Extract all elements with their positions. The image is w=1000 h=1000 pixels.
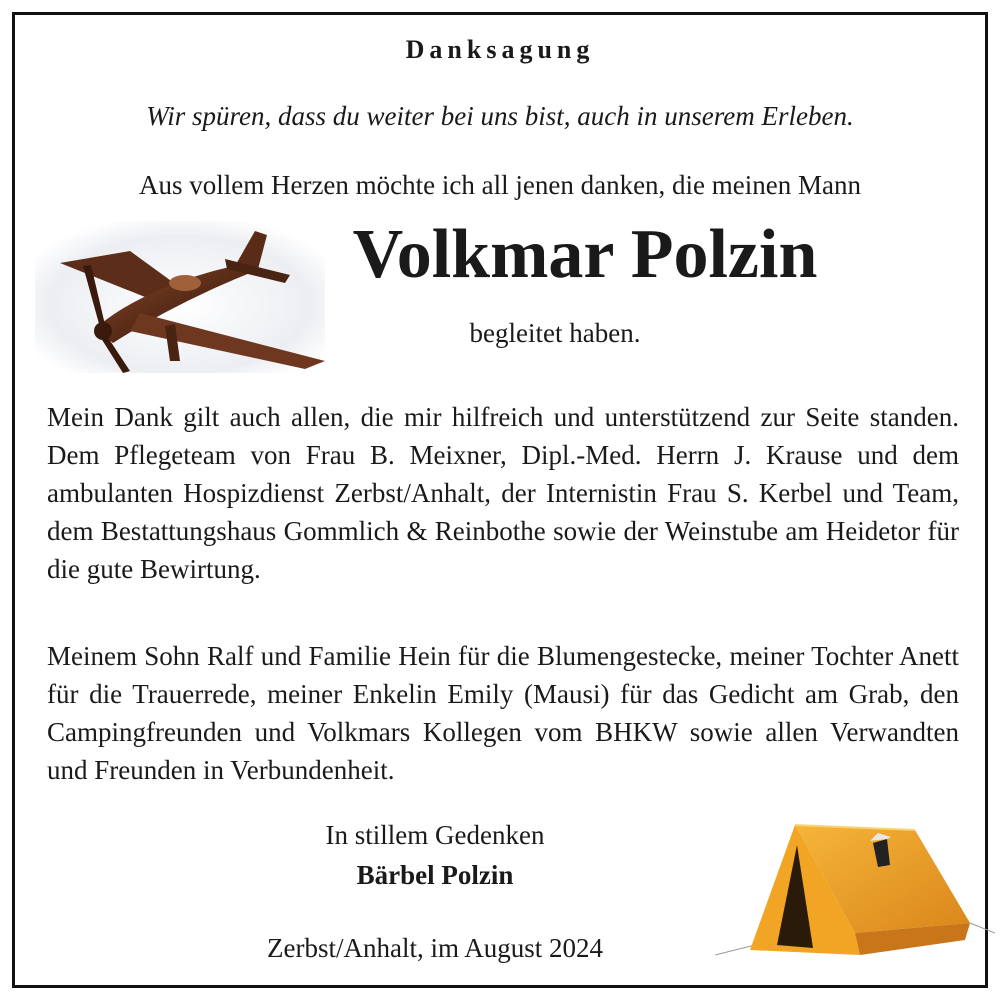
airplane-model-icon xyxy=(35,221,325,373)
notice-intro: Aus vollem Herzen möchte ich all jenen danken, die meinen Mann xyxy=(138,170,861,200)
notice-motto: Wir spüren, dass du weiter bei uns bist, auch in unserem Erleben. xyxy=(146,101,854,131)
tent-icon xyxy=(715,805,995,980)
accompanied-text: begleitet haben. xyxy=(469,318,641,348)
place-date: Zerbst/Anhalt, im August 2024 xyxy=(267,933,603,963)
deceased-name: Volkmar Polzin xyxy=(352,216,818,293)
notice-frame xyxy=(12,12,988,988)
closing-phrase: In stillem Gedenken xyxy=(325,820,545,850)
thanks-paragraph-1: Mein Dank gilt auch allen, die mir hilfreich und unterstützend zur Seite standen. Dem Pflegeteam von Frau B. Meixner, Dipl.-Med. Herrn J. Krause und dem ambulanten Hospizdienst Zerbst/Anhalt, der Internistin Frau S. Kerbel und Team, dem Bestattungshaus Gommlich & Reinbothe sowie der Weinstube am Heidetor für die gute Bewirtung. xyxy=(47,402,959,584)
notice-heading: Danksagung xyxy=(405,35,595,64)
thanks-paragraph-2: Meinem Sohn Ralf und Familie Hein für die Blumengestecke, meiner Tochter Anett für die Trauerrede, meiner Enkelin Emily (Mausi) für das Gedicht am Grab, den Campingfreunden und Volkmars Kollegen vom BHKW sowie allen Verwandten und Freunden in Verbundenheit. xyxy=(47,641,959,785)
signer-name: Bärbel Polzin xyxy=(356,860,514,890)
